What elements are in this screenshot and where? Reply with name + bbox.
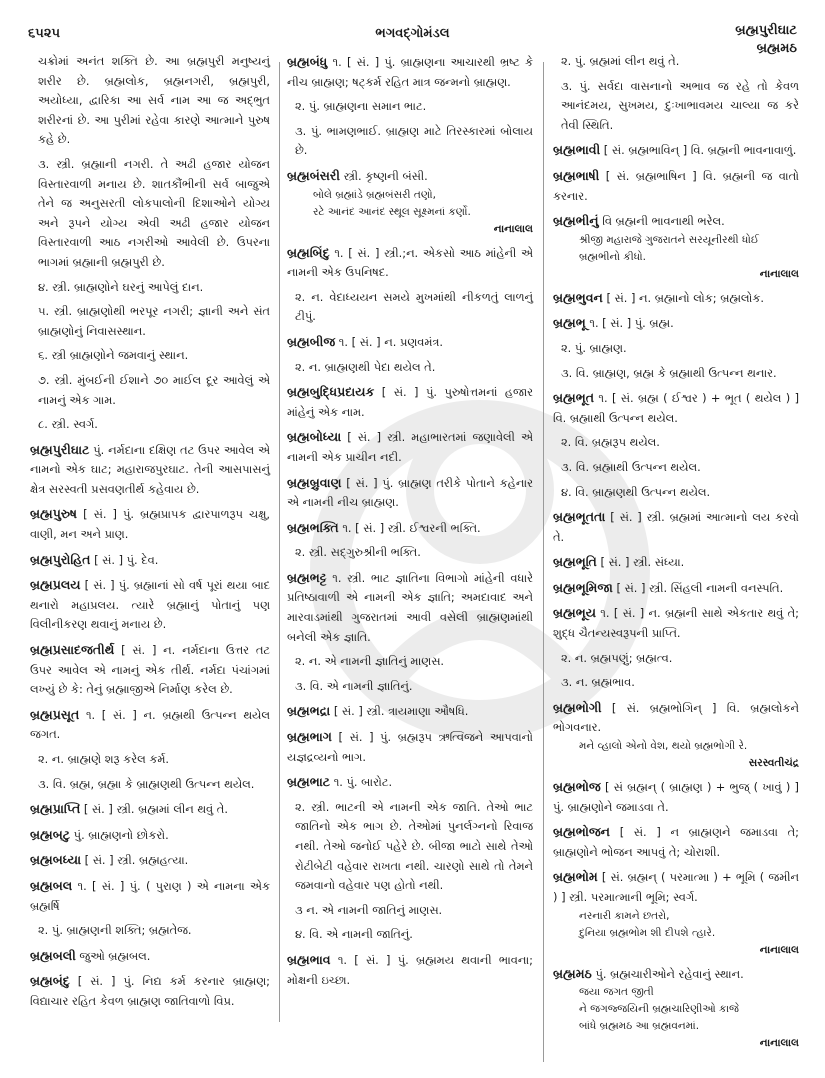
headword: બ્રહ્મભક્તિ [287, 519, 339, 535]
definition-text: ૭. સ્ત્રી. મુંબઈની ઈશાને ૭૦ માઈલ દૂર આવેલું એ નામનું એક ગામ. [38, 372, 270, 407]
dictionary-entry [287, 727, 533, 767]
quotation-line: દુનિયા બ્રહ્મભોમ શી દીપશે ત્હારે. [579, 926, 716, 939]
definition-text: [ સં. ] ન. નર્મદાના ઉત્તર તટ ઉપર આવેલ એ નામનું એક તીર્થ. નર્મદા પંચાંગમાં લખ્યું છે કે: તેનું બ્રહ્માજીએ નિર્માણ કરેલ છે. [30, 643, 270, 697]
headword: બ્રહ્મભીનું [553, 213, 599, 229]
entry-sense [30, 52, 270, 150]
entry-sense [287, 798, 533, 896]
quotation-line: બાંધે બ્રહ્મમઠ આ બ્રહ્મવનમાં. [579, 1020, 700, 1033]
headword: બ્રહ્મપ્રસૂત [30, 706, 80, 722]
entry-sense [30, 278, 270, 298]
dictionary-entry [287, 427, 533, 467]
headword: બ્રહ્મભૂત [553, 390, 595, 406]
definition-text: ૪. વિ. એ નામની જાતિનું. [295, 927, 413, 942]
dictionary-entry [553, 822, 799, 862]
definition-text: [ સં. ] સ્ત્રી. બ્રહ્મહત્યા. [84, 853, 189, 868]
quotation-line: મને વ્હાલો એનો વેશ, થયો બ્રહ્મભોગી રે. [579, 740, 748, 753]
definition-text: ૬. સ્ત્રી બ્રાહ્મણોને જમવાનું સ્થાન. [38, 348, 189, 363]
dictionary-entry [553, 603, 799, 643]
dictionary-entry [553, 578, 799, 599]
column-middle [287, 52, 533, 995]
dictionary-entry [30, 575, 270, 635]
definition-text: [ સં. ] પું. દેવ. [94, 552, 159, 567]
quotation-attribution: સરસ્વતીચંદ્ર [748, 757, 799, 770]
entry-sense [287, 97, 533, 117]
dictionary-entry [553, 211, 799, 283]
definition-text: ૧. [ સં. ] પું. બ્રાહ્મણના આચારથી ભ્રષ્ટ કે નીચ બ્રાહ્મણ; ષટ્કર્મ રહિત માત્ર જન્મનો બ્રાહ્મણ. [287, 55, 534, 89]
dictionary-entry [287, 568, 533, 647]
headword: બ્રહ્મબલી [30, 947, 76, 963]
headword: બ્રહ્મભાષી [553, 167, 600, 183]
definition-text: [ સં. ] પું. બ્રાહ્મણ તરીકે પોતાને કહેનાર એ નામની નીચ બ્રાહ્મણ. [287, 475, 533, 510]
entry-sense [287, 543, 533, 563]
headword: બ્રહ્મપ્રલય [30, 577, 81, 593]
headword: બ્રહ્મભૂ [553, 315, 586, 331]
definition-text: ૪. વિ. બ્રાહ્મણથી ઉત્પન્ન થયેલ. [561, 484, 711, 499]
headword: બ્રહ્મબુદ્ધિપ્રદાયક [287, 384, 375, 400]
headword: બ્રહ્મભૂય [553, 605, 596, 621]
definition-text: ૩. વિ. એ નામની જ્ઞાતિનું. [295, 678, 413, 693]
definition-text: [ સં. ] પું. બ્રહ્મપ્રાપક દ્વારપાળરૂપ ચક્ષુ, વાણી, મન અને પ્રાણ. [30, 507, 271, 542]
headword: બ્રહ્મભૂમિજા [553, 579, 613, 595]
dictionary-entry [30, 825, 270, 846]
headword: બ્રહ્મપુરોહિત [30, 551, 91, 567]
definition-text: ૧. પું. બારોટ. [333, 775, 393, 790]
definition-text: પું. બ્રાહ્મણનો છોકરો. [73, 827, 169, 842]
entry-sense [553, 339, 799, 359]
definition-text: [ સં. ] પું. પુરુષોત્તમનાં હજાર માંહેનું એક નામ. [287, 385, 533, 419]
definition-text: ૧. [ સં. ] ન. બ્રહ્મથી ઉત્પન્ન થયેલ જગત. [30, 707, 270, 742]
headword: બ્રહ્મપ્રસાદજતીર્થ [30, 642, 115, 658]
definition-text: [ સં. ] સ્ત્રી. સિંહલી નામની વનસ્પતિ. [616, 580, 784, 595]
definition-text: ૩. પું. ભામણભાઈ. બ્રાહ્મણ માટે તિરસ્કારમાં બોલાય છે. [295, 123, 533, 158]
definition-text: [ સં. ] સ્ત્રી. સંધ્યા. [600, 555, 685, 570]
headword: બ્રહ્મભાટ [287, 774, 331, 790]
entry-sense [30, 302, 270, 341]
definition-text: ૧. સ્ત્રી. ભાટ જ્ઞાતિના વિભાગો માંહેની વધારે પ્રતિષ્ઠાવાળી એ નામની એક જ્ઞાતિ; અમદાવાદ અને મારવાડમાંથી ગુજરાતમાં આવી વસેલી બ્રાહ્મણમાંથી બનેલી એક જ્ઞાતિ. [287, 570, 533, 644]
book-title: ભગવદ્ગોમંડલ [375, 26, 450, 41]
dictionary-entry [287, 332, 533, 353]
entry-sense [287, 288, 533, 327]
quotation-attribution: નાનાલાલ [493, 222, 533, 235]
dictionary-entry [287, 243, 533, 283]
headword: બ્રહ્મભાવ [287, 951, 331, 967]
quotation-line: ને જગજ્જયિની બ્રહ્મચારિણીઓ કાજે [579, 1003, 739, 1016]
definition-text: [ સં. ] પું. બ્રહ્માનાં સો વર્ષ પૂરાં થયા બાદ થનારો મહાપ્રલય. ત્યારે બ્રહ્માનું પોતાનું પણ વિલીનીકરણ થવાનું મનાય છે. [30, 578, 270, 632]
definition-text: ૧. [ સં. ] સ્ત્રી.;ન. એકસો આઠ માંહેની એ નામની એક ઉપનિષદ. [287, 245, 534, 280]
quotation-line: નરનારી કામને છતરો, [579, 909, 670, 922]
quotation-attribution: નાનાલાલ [759, 943, 799, 956]
definition-text: ૫. સ્ત્રી. બ્રાહ્મણોથી ભરપૂર નગરી; જ્ઞાની અને સંત બ્રાહ્મણોનું નિવાસસ્થાન. [38, 304, 270, 338]
definition-text: ૩. વિ. બ્રહ્મ, બ્રહ્મા કે બ્રાહ્મણથી ઉત્પન્ન થયેલ. [38, 776, 255, 791]
entry-sense [553, 649, 799, 669]
definition-text: [ સં. ] ન. બ્રહ્માનો લોક; બ્રહ્મલોક. [606, 290, 765, 305]
column-divider [279, 62, 280, 1022]
dictionary-entry [287, 473, 533, 513]
dictionary-entry [287, 52, 533, 92]
definition-text: ૨. ન. બ્રાહ્મણથી પેદા થયેલ તે. [295, 359, 436, 374]
column-divider [543, 62, 544, 1062]
entry-sense [553, 52, 799, 72]
dictionary-entry [553, 140, 799, 161]
definition-text: ૩. સ્ત્રી. બ્રહ્માની નગરી. તે અઢી હજાર યોજન વિસ્તારવાળી મનાય છે. શાતકૌંભીની સર્વ બાજુએ તેને જ અનુસરતી લોકપાલોની દિશાઓને યોગ્ય અને રૂપને યોગ્ય એવી અઢી હજાર યોજન વિસ્તારવાળી આઠ નગરીઓ આવેલી છે. ઉપરના ભાગમાં બ્રહ્માની બ્રહ્મપુરી છે. [38, 156, 270, 269]
definition-text: ૧. [ સં. ] પું. બ્રહ્મમય થવાની ભાવના; મોક્ષની ઇચ્છા. [287, 952, 534, 987]
entry-sense [553, 364, 799, 384]
dictionary-entry [30, 705, 270, 745]
entry-sense [287, 677, 533, 697]
guide-word-last: બ્રહ્મમઠ [756, 41, 797, 56]
definition-text: ૨. પું. બ્રહ્મમાં લીન થવું તે. [561, 54, 680, 68]
entry-sense [30, 415, 270, 435]
definition-text: [ સં બ્રહ્મન્ ( બ્રાહ્મણ ) + ભુજ્ ( ખાવું ) ] પું. બ્રાહ્મણોને જમાડવા તે. [553, 780, 799, 814]
entry-sense [30, 750, 270, 770]
page-number: ૬૫૨૫ [28, 26, 60, 41]
definition-text: ૪. સ્ત્રી. બ્રાહ્મણોને ઘરનું આપેલું દાન. [38, 279, 204, 294]
quotation-line: જયા જગત જીતી [579, 986, 654, 999]
definition-text: ૩. વિ. બ્રહ્માથી ઉત્પન્ન થયેલ. [561, 459, 701, 474]
dictionary-entry [553, 288, 799, 309]
definition-text: ૨. ન. બ્રાહ્મણે શરૂ કરેલ કર્મ. [38, 752, 170, 766]
headword: બ્રહ્મભાગ [287, 729, 332, 745]
dictionary-entry [30, 799, 270, 820]
quotation-line: બ્રહ્મભીનો કીધો. [579, 250, 646, 263]
definition-text: [ સં. બ્રહ્મન્ ( પરમાત્મા ) + ભૂમિ ( જમીન ) ] સ્ત્રી. પરમાત્માની ભૂમિ; સ્વર્ગ. [553, 870, 799, 904]
definition-text: પું. બ્રહ્મચારીઓને રહેવાનું સ્થાન. [595, 966, 744, 981]
headword: બ્રહ્મમઠ [553, 965, 592, 981]
quotation-line: શ્રીજી મહારાજે ગુજરાતને સરયૂનીરથી ધોઈ [579, 233, 760, 246]
definition-text: ૨. વિ. બ્રહ્મરૂપ થયેલ. [561, 435, 660, 450]
entry-sense [553, 433, 799, 453]
headword: બ્રહ્મબધ્યા [30, 852, 82, 868]
entry-sense [287, 358, 533, 378]
definition-text: ૨. સ્ત્રી. સદ્ગુરુશ્રીની ભક્તિ. [295, 545, 421, 560]
dictionary-entry [553, 507, 799, 547]
definition-text: [ સં. ] સ્ત્રી. ત્રાયમાણા ઔષધિ. [333, 704, 469, 719]
definition-text: સ્ત્રી. કૃષ્ણની બંસી. [343, 168, 428, 183]
headword: બ્રહ્મબંદુ [30, 973, 70, 989]
entry-sense [287, 901, 533, 921]
dictionary-entry [287, 518, 533, 539]
definition-text: ૧. [ સં. ] સ્ત્રી. ઈશ્વરની ભક્તિ. [342, 520, 481, 535]
headword: બ્રહ્મબલ [30, 877, 73, 893]
dictionary-entry [287, 701, 533, 722]
headword: બ્રહ્મબટુ [30, 826, 71, 842]
definition-text: ૩. વિ. બ્રાહ્મણ, બ્રહ્મ કે બ્રહ્માથી ઉત્પન્ન થનાર. [561, 365, 777, 380]
headword: બ્રહ્મપુરુષ [30, 506, 77, 522]
definition-text: [ સં. બ્રહ્મભાષિન ] વિ. બ્રહ્મની જ વાતો કરનાર. [553, 168, 799, 203]
quotation-attribution: નાનાલાલ [759, 267, 799, 280]
headword: બ્રહ્મબોધ્યા [287, 429, 342, 445]
definition-text: [ સં. બ્રહ્મભાવિન્ ] વિ. બ્રહ્મની ભાવનાવાળું. [603, 143, 797, 158]
dictionary-entry [30, 971, 270, 1011]
definition-text: ૧. [ સં. ] ન. બ્રહ્મની સાથે એકતાર થવું તે; શુદ્ધ ચૈતન્યસ્વરૂપની પ્રાપ્તિ. [553, 606, 799, 641]
definition-text: [ સં. ] પું. નિદ્ય કર્મ કરનાર બ્રાહ્મણ; વિદ્યાચાર રહિત કેવળ બ્રાહ્મણ જાતિવાળો વિપ્ર. [30, 974, 271, 1008]
dictionary-entry [287, 950, 533, 990]
headword: બ્રહ્મભૂતતા [553, 509, 606, 525]
dictionary-entry [287, 382, 533, 422]
entry-sense [30, 371, 270, 410]
headword: બ્રહ્મભદ્રા [287, 703, 331, 719]
dictionary-entry [30, 440, 270, 500]
dictionary-entry [553, 698, 799, 772]
dictionary-entry [553, 964, 799, 1053]
entry-sense [553, 483, 799, 503]
definition-text: જુઓ બ્રહ્મબલ. [79, 948, 151, 963]
guide-word-first: બ્રહ્મપુરીઘાટ [735, 23, 797, 38]
entry-sense [30, 346, 270, 366]
headword: બ્રહ્મભૂતિ [553, 554, 597, 570]
dictionary-entry [553, 777, 799, 817]
headword: બ્રહ્મભોમ [553, 869, 598, 885]
dictionary-entry [30, 876, 270, 916]
headword: બ્રહ્મબિંદુ [287, 244, 330, 260]
headword: બ્રહ્મભાવી [553, 142, 601, 158]
quotation-attribution: નાનાલાલ [759, 1037, 799, 1050]
entry-sense [287, 925, 533, 945]
headword: બ્રહ્મભોગી [553, 699, 602, 715]
dictionary-entry [30, 550, 270, 571]
dictionary-entry [553, 552, 799, 573]
definition-text: ૨. ન. બ્રહ્મપણું; બ્રહ્મત્વ. [561, 650, 673, 665]
page-header [0, 0, 825, 56]
dictionary-entry [287, 166, 533, 238]
definition-text: [ સં. ] પું. બ્રહ્મરૂપ ઋત્વિજને આપવાનો યજ્ઞદ્રવ્યનો ભાગ. [287, 730, 533, 764]
entry-sense [553, 458, 799, 478]
dictionary-entry [30, 640, 270, 700]
headword: બ્રહ્મબંસરી [287, 167, 340, 183]
definition-text: ૧. [ સં. ] પું. ( પુરાણ ) એ નામના એક બ્રહ્મર્ષિ [30, 878, 270, 913]
dictionary-entry [287, 772, 533, 793]
column-right [553, 52, 799, 1057]
dictionary-entry [30, 850, 270, 871]
entry-sense [30, 921, 270, 941]
definition-text: [ સં. ] સ્ત્રી. બ્રહ્મમાં આત્માનો લય કરવો તે. [553, 510, 800, 544]
entry-sense [287, 652, 533, 672]
entry-sense [30, 155, 270, 273]
definition-text: ૨. ન. એ નામની જ્ઞાતિનું માણસ. [295, 654, 445, 669]
definition-text: ૨. પું. બ્રાહ્મણ. [561, 340, 627, 355]
definition-text: ૩. પું. સર્વદા વાસનાનો અભાવ જ રહે તો કેવળ આનંદમય, સુખમય, દુઃખાભાવમય ચાલ્યા જ કરે તેવી સ્થિતિ. [561, 78, 799, 132]
headword: બ્રહ્મબ્રુવાણ [287, 474, 342, 490]
quotation-line: બોલે બ્રહ્માંડે બ્રહ્મબંસરી તણો, [313, 188, 436, 201]
definition-text: [ સં. બ્રહ્મભોગિન્ ] વિ. બ્રહ્મલોકને ભોગવનાર. [553, 700, 799, 735]
definition-text: ૨. ન. વેદાધ્યયન સમયે મુખમાંથી નીકળતું લાળનું ટીપું. [295, 289, 533, 324]
entry-sense [553, 77, 799, 136]
entry-sense [30, 775, 270, 795]
dictionary-entry [553, 388, 799, 428]
definition-text: [ સં. ] ન બ્રાહ્મણને જમાડવા તે; બ્રાહ્મણોને ભોજન આપવું તે; ચોરાશી. [553, 825, 799, 859]
definition-text: ૨. સ્ત્રી. ભાટની એ નામની એક જાતિ. તેઓ ભાટ જાતિનો એક ભાગ છે. તેઓમાં પુનર્લગ્નનો રિવાજ નથી. તેઓ જનોઈ પહેરે છે. બીજા ભાટો સાથે તેઓ રોટીબેટી વહેવાર રાખતા નથી. ચારણો સાથે તો તેમને જમવાનો વહેવાર પણ હોતો નથી. [295, 799, 533, 893]
definition-text: ૩. ન. બ્રહ્મભાવ. [561, 675, 635, 690]
entry-sense [287, 122, 533, 161]
definition-text: ૨. પું. બ્રાહ્મણની શક્તિ; બ્રહ્મતેજ. [38, 923, 192, 938]
column-left [30, 52, 270, 1017]
dictionary-entry [553, 313, 799, 334]
definition-text: વિ બ્રહ્મની ભાવનાથી ભરેલ. [602, 214, 725, 229]
definition-text: ૩ ન. એ નામની જાતિનું માણસ. [295, 902, 443, 917]
headword: બ્રહ્મભોજ [553, 779, 601, 795]
headword: બ્રહ્મબંધુ [287, 54, 328, 69]
dictionary-entry [553, 166, 799, 206]
definition-text: [ સં. ] સ્ત્રી. બ્રહ્મમાં લીન થવું તે. [83, 802, 228, 817]
headword: બ્રહ્મભુવન [553, 289, 603, 305]
definition-text: ૧. [ સં. ] ન. પ્રણવમંત્ર. [338, 334, 444, 349]
headword: બ્રહ્મભોજન [553, 824, 610, 840]
definition-text: ૨. પું. બ્રાહ્મણના સમાન ભાટ. [295, 99, 427, 114]
headword: બ્રહ્મપુરીઘાટ [30, 441, 90, 457]
definition-text: ૧. [ સં. ] પું. બ્રહ્મ. [589, 316, 674, 331]
entry-sense [553, 673, 799, 693]
dictionary-entry [553, 867, 799, 958]
definition-text: ૮. સ્ત્રી. સ્વર્ગ. [38, 417, 98, 432]
headword: બ્રહ્મબીજ [287, 333, 336, 349]
headword: બ્રહ્મપ્રાપ્તિ [30, 801, 81, 817]
definition-text: [ સં. ] સ્ત્રી. મહાભારતમાં જણાવેલી એ નામની એક પ્રાચીન નદી. [287, 430, 533, 464]
definition-text: ચક્રોમાં અનંત શક્તિ છે. આ બ્રહ્મપુરી મનુષ્યનું શરીર છે. બ્રહ્મલોક, બ્રહ્મનગરી, બ્રહ્મપુરી, અયોધ્યા, દ્વારિકા આ સર્વ નામ આ જ અદ્ભુત શરીરનાં છે. આ પુરીમાં રહેવા કારણે આત્માને પુરુષ કહે છે. [38, 54, 270, 147]
definition-text: પું. નર્મદાના દક્ષિણ તટ ઉપર આવેલ એ નામનો એક ઘાટ; મહારાજપુરઘાટ. તેની આસપાસનું ક્ષેત્ર સરસ્વતી પ્રસવણતીર્થ કહેવાય છે. [30, 442, 270, 496]
definition-text: ૧. [ સં. બ્રહ્મ ( ઈશ્વર ) + ભૂત ( થયેલ ) ] વિ. બ્રહ્માથી ઉત્પન્ન થયેલ. [553, 391, 800, 425]
headword: બ્રહ્મભટ્ટ [287, 569, 327, 585]
quotation-line: રટે આનંદ આનંદ સ્થૂલ સૂક્ષ્મનાં કર્ણો. [313, 205, 471, 218]
dictionary-entry [30, 504, 270, 544]
dictionary-entry [30, 946, 270, 967]
